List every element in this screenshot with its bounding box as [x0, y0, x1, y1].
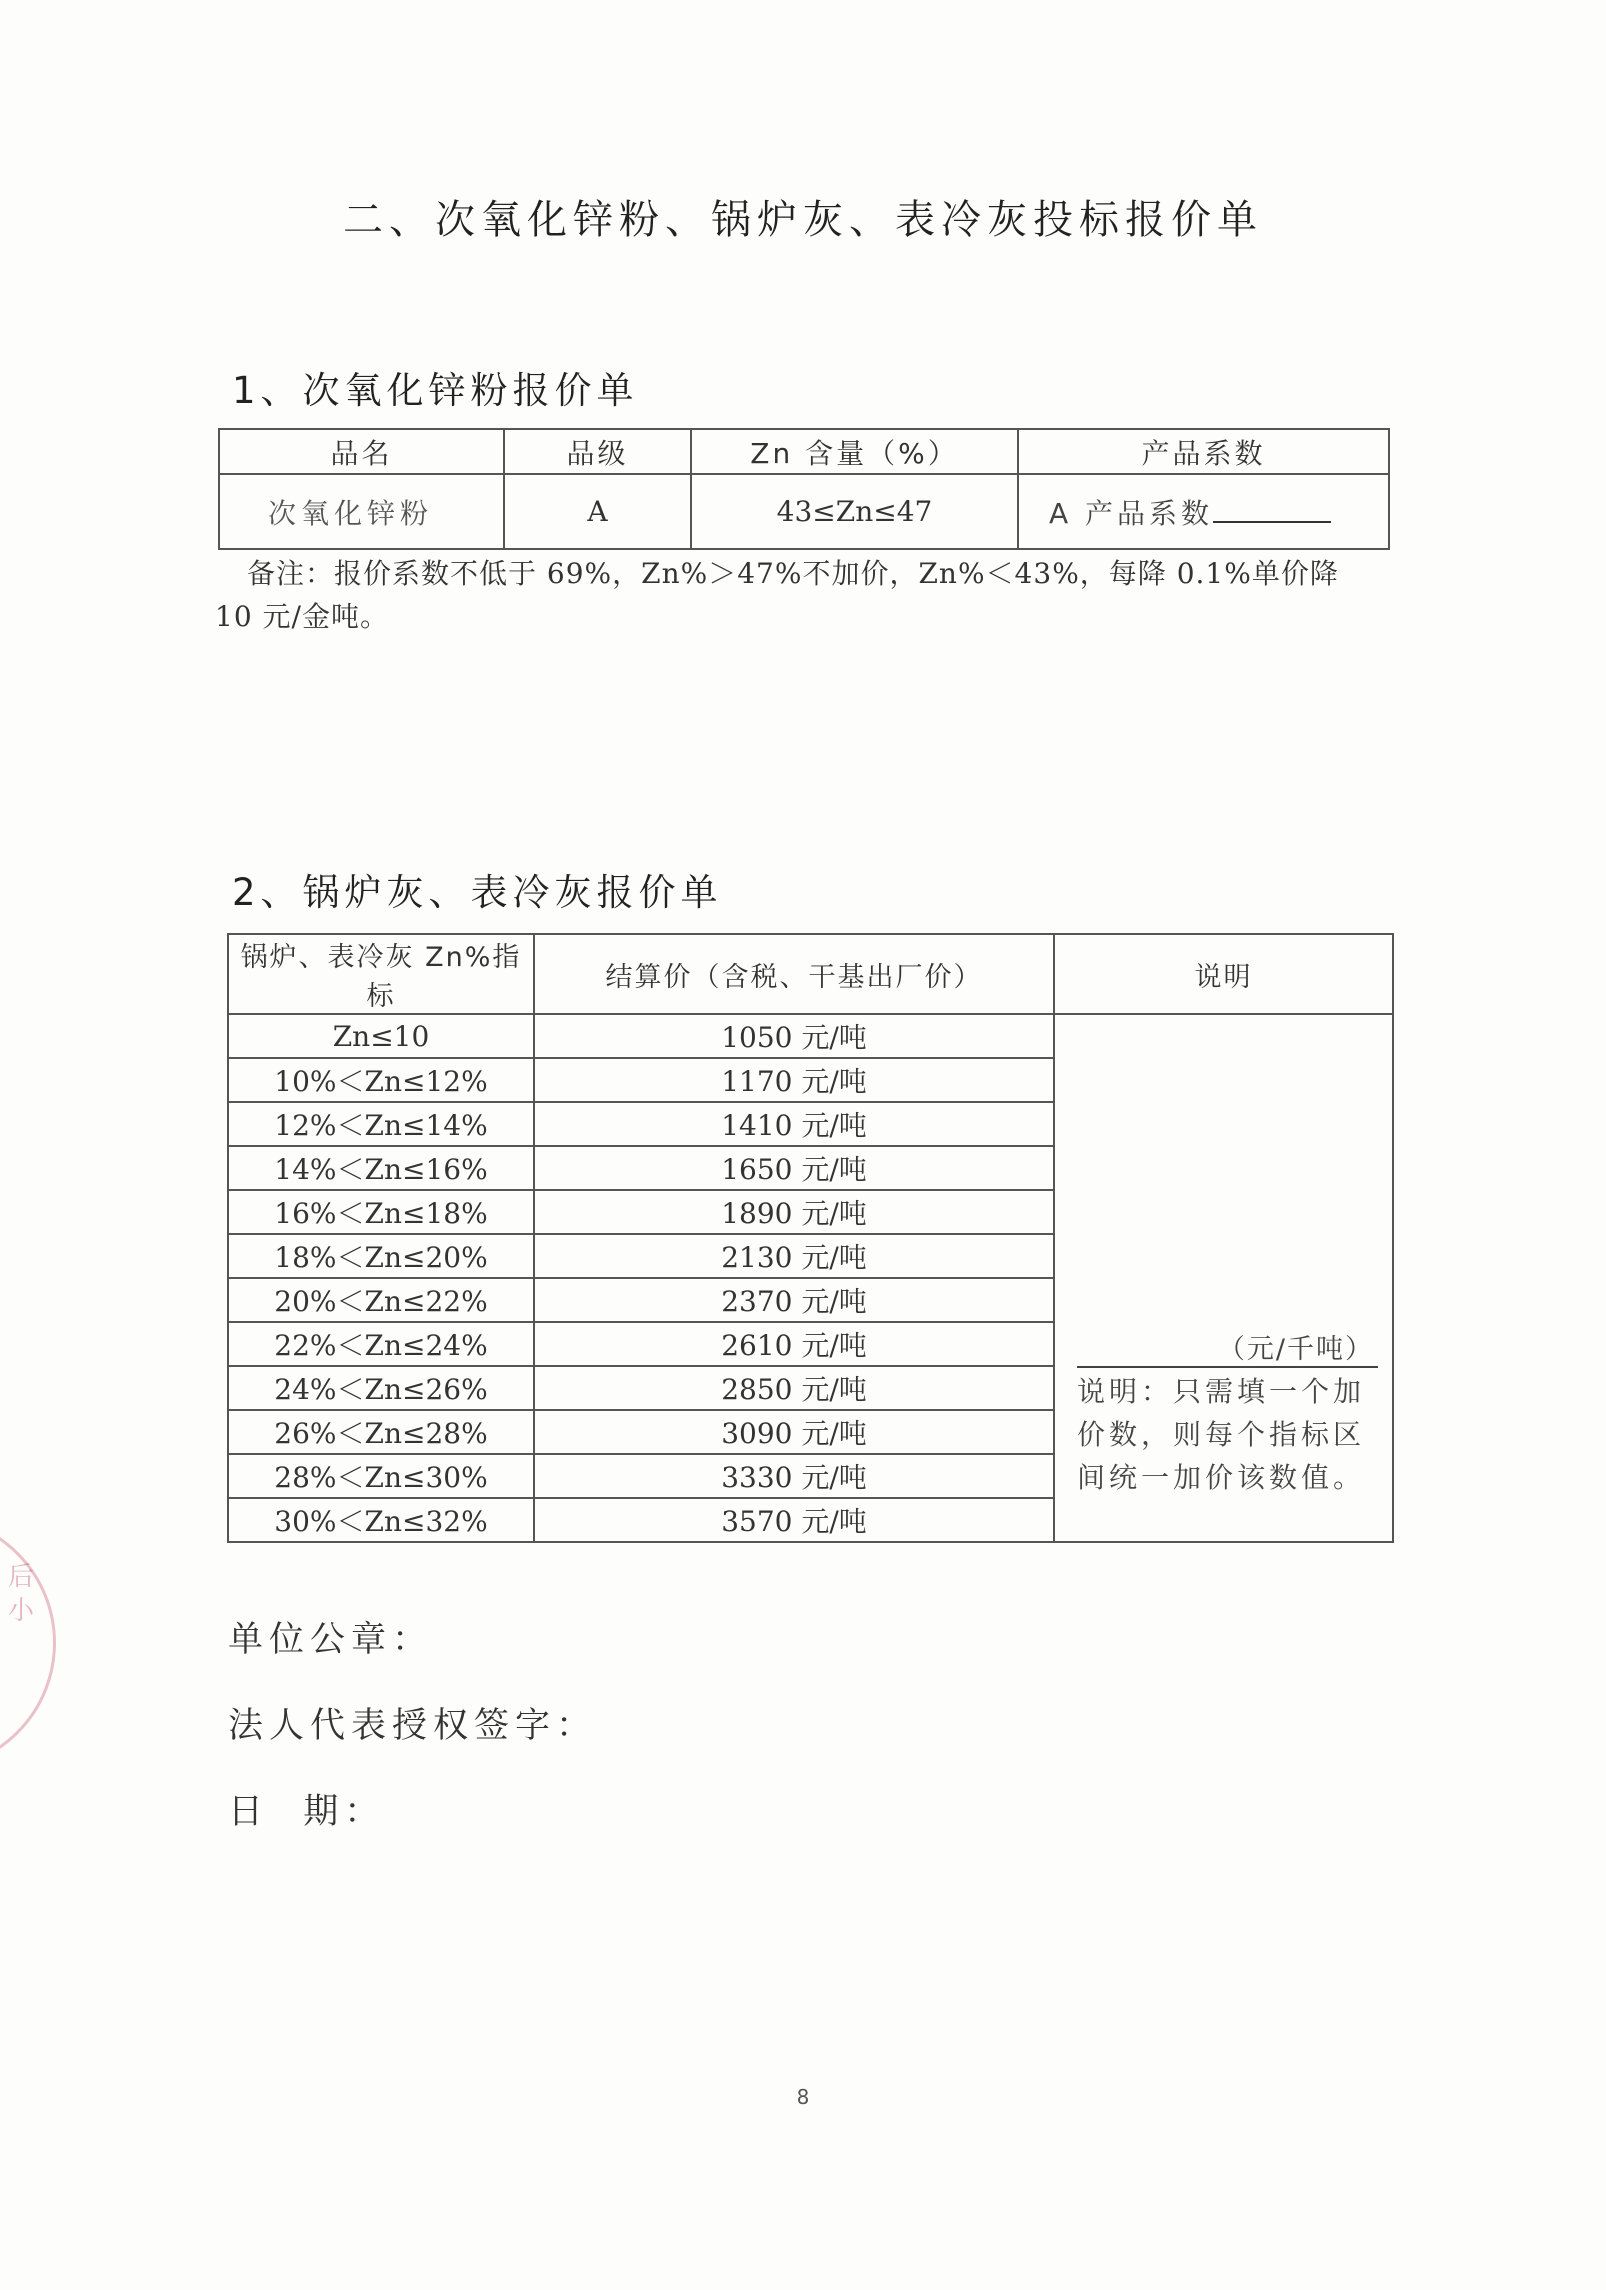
cell-zn-range: 16%＜Zn≤18%	[228, 1190, 534, 1234]
header-settlement-price: 结算价（含税、干基出厂价）	[534, 934, 1054, 1014]
explanation-cell	[1054, 1014, 1393, 1542]
zinc-oxide-quote-table	[218, 428, 1390, 550]
table-row	[228, 1014, 1393, 1058]
markup-fill-line[interactable]	[1077, 1327, 1378, 1368]
cell-zn-range: 10%＜Zn≤12%	[228, 1058, 534, 1102]
table-header-row	[219, 429, 1389, 474]
header-zn-index: 锅炉、表冷灰 Zn%指标	[228, 934, 534, 1014]
section1-heading: 1、次氧化锌粉报价单	[232, 369, 639, 412]
note-line-1: 备注：报价系数不低于 69%，Zn%＞47%不加价，Zn%＜43%，每降 0.1%单价降	[247, 557, 1339, 590]
markup-unit: （元/千吨）	[1217, 1334, 1374, 1365]
table-header-row	[228, 934, 1393, 1014]
cell-price: 1650 元/吨	[534, 1146, 1054, 1190]
cell-zn-range: 20%＜Zn≤22%	[228, 1278, 534, 1322]
section2-heading: 2、锅炉灰、表冷灰报价单	[232, 871, 723, 914]
cell-price: 2610 元/吨	[534, 1322, 1054, 1366]
cell-price: 3570 元/吨	[534, 1498, 1054, 1542]
header-grade: 品级	[504, 429, 691, 474]
cell-price: 1890 元/吨	[534, 1190, 1054, 1234]
cell-zn-range: 26%＜Zn≤28%	[228, 1410, 534, 1454]
table-row	[219, 474, 1389, 549]
cell-price: 1170 元/吨	[534, 1058, 1054, 1102]
section1-note	[215, 552, 1380, 638]
coefficient-fill-blank[interactable]	[1213, 495, 1331, 523]
authorized-signatory-label: 法人代表授权签字：	[228, 1706, 598, 1746]
date-label: 日 期：	[228, 1792, 386, 1832]
document-title: 二、次氧化锌粉、锅炉灰、表冷灰投标报价单	[343, 197, 1263, 243]
cell-zn-range: 28%＜Zn≤30%	[228, 1454, 534, 1498]
cell-zn-range: 43≤Zn≤47	[691, 474, 1018, 549]
seal-stamp-text: 后小	[8, 1562, 35, 1626]
cell-price: 2130 元/吨	[534, 1234, 1054, 1278]
header-zn-content: Zn 含量（%）	[691, 429, 1018, 474]
cell-zn-range: 12%＜Zn≤14%	[228, 1102, 534, 1146]
cell-zn-range: Zn≤10	[228, 1014, 534, 1058]
cell-price: 3330 元/吨	[534, 1454, 1054, 1498]
cell-coefficient	[1018, 474, 1389, 549]
red-seal-stamp	[0, 1515, 56, 1771]
company-seal-label: 单位公章：	[228, 1620, 434, 1660]
note-line-2: 10 元/金吨。	[215, 600, 389, 633]
header-product-name: 品名	[219, 429, 504, 474]
cell-price: 2850 元/吨	[534, 1366, 1054, 1410]
cell-price: 3090 元/吨	[534, 1410, 1054, 1454]
cell-zn-range: 14%＜Zn≤16%	[228, 1146, 534, 1190]
cell-price: 1050 元/吨	[534, 1014, 1054, 1058]
cell-zn-range: 24%＜Zn≤26%	[228, 1366, 534, 1410]
cell-price: 1410 元/吨	[534, 1102, 1054, 1146]
cell-zn-range: 22%＜Zn≤24%	[228, 1322, 534, 1366]
header-product-coefficient: 产品系数	[1018, 429, 1389, 474]
header-explanation: 说明	[1054, 934, 1393, 1014]
explanation-text: 说明：只需填一个加价数，则每个指标区间统一加价该数值。	[1077, 1375, 1366, 1494]
cell-price: 2370 元/吨	[534, 1278, 1054, 1322]
boiler-ash-quote-table	[227, 933, 1394, 1543]
cell-product-name: 次氧化锌粉	[219, 474, 504, 549]
cell-zn-range: 18%＜Zn≤20%	[228, 1234, 534, 1278]
cell-grade: A	[504, 474, 691, 549]
page-number: 8	[796, 2085, 810, 2109]
coefficient-label: A 产品系数	[1049, 496, 1214, 530]
cell-zn-range: 30%＜Zn≤32%	[228, 1498, 534, 1542]
